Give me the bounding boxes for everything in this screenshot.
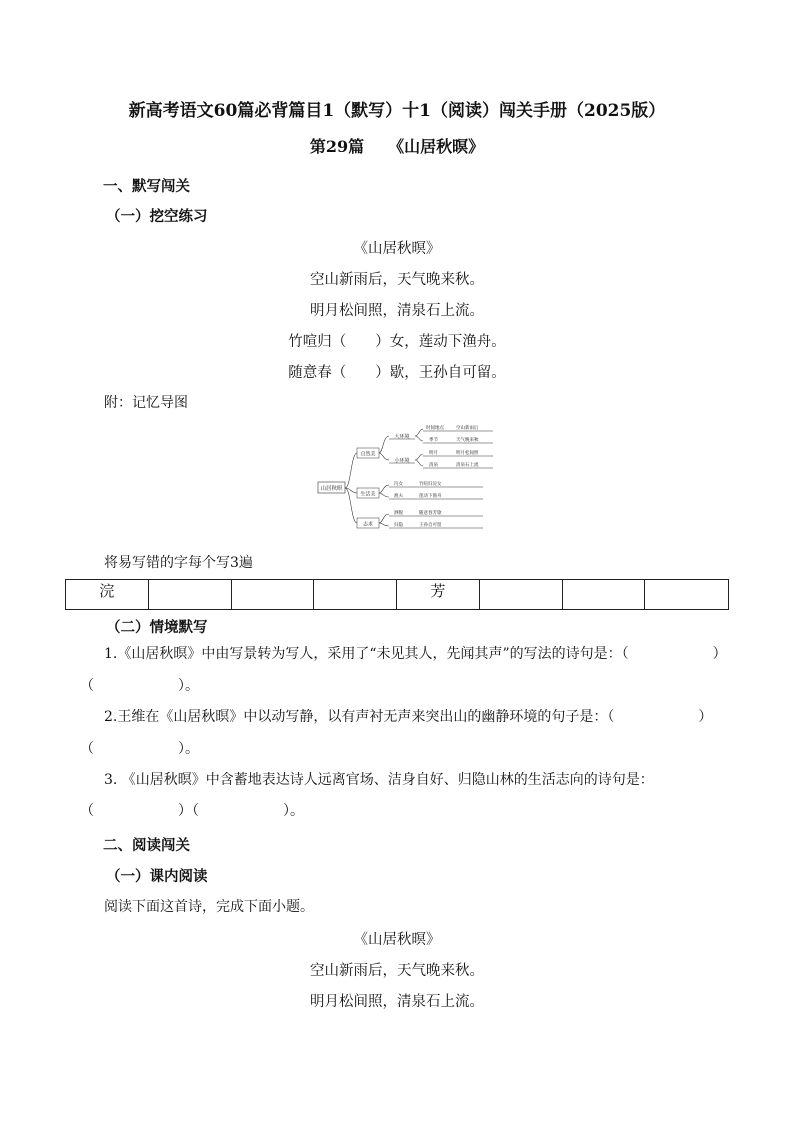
mindmap-item-value: 王孙自可留 [419, 523, 442, 528]
mindmap-item-value: 莲动下渔舟 [419, 494, 442, 499]
mindmap-item-value: 空山新雨后 [456, 426, 479, 431]
poem-line: 空山新雨后，天气晚来秋。 [310, 963, 484, 979]
mindmap-branch: 生活美 [360, 491, 376, 498]
mindmap-branch: 自然美 [360, 451, 376, 458]
poem-title: 《山居秋暝》 [353, 932, 441, 948]
mindmap-sub: 小环境 [394, 458, 410, 464]
mindmap-item-key: 浣女 [394, 482, 403, 487]
question-1-blank: （ ）。 [80, 678, 199, 694]
practice-cell[interactable] [480, 580, 563, 609]
practice-cell[interactable] [314, 580, 397, 609]
practice-cell[interactable] [232, 580, 315, 609]
poem-title: 《山居秋暝》 [353, 241, 441, 257]
mindmap-item-key: 清泉 [429, 463, 438, 468]
subsection-heading-context: （二）情境默写 [106, 619, 208, 636]
mindmap-item-key: 时间地点 [426, 426, 444, 431]
practice-cell[interactable] [149, 580, 232, 609]
mindmap-root: 山居秋暝 [320, 486, 343, 492]
subsection-heading-in-class-reading: （一）课内阅读 [106, 868, 208, 885]
mindmap-item-key: 归隐 [394, 523, 403, 528]
mindmap-item-value: 竹喧归浣女 [419, 482, 442, 487]
poem-line-blank: 竹喧归（ ）女，莲动下渔舟。 [288, 334, 506, 350]
practice-cell[interactable] [645, 580, 728, 609]
question-3: 3. 《山居秋暝》中含蓄地表达诗人远离官场、洁身自好、归隐山林的生活志向的诗句是： [104, 772, 654, 788]
document-title: 新高考语文60篇必背篇目1（默写）十1（阅读）闯关手册（2025版） [128, 101, 666, 121]
poem-line-blank: 随意春（ ）歇，王孙自可留。 [288, 365, 506, 381]
poem-line: 明月松间照，清泉石上流。 [310, 303, 484, 319]
mindmap-item-key: 渔夫 [394, 494, 403, 499]
reading-instruction: 阅读下面这首诗，完成下面小题。 [104, 899, 314, 915]
poem-line: 空山新雨后，天气晚来秋。 [310, 272, 484, 288]
mindmap-item-key: 季节 [429, 438, 438, 443]
question-1: 1.《山居秋暝》中由写景转为写人，采用了“未见其人，先闻其声”的写法的诗句是：（ ） [104, 646, 727, 662]
mindmap-branch: 志求 [362, 521, 374, 528]
poem-line: 明月松间照，清泉石上流。 [310, 994, 484, 1010]
section-heading-reading: 二、阅读闯关 [103, 837, 190, 854]
mindmap-item-value: 随意春芳歇 [419, 511, 442, 516]
mindmap-item-value: 天气晚来秋 [456, 438, 479, 443]
subsection-heading-fill-blank: （一）挖空练习 [106, 208, 208, 225]
memory-mind-map [315, 416, 510, 538]
mindmap-sub: 大环境 [394, 434, 410, 440]
mindmap-item-key: 明月 [429, 451, 438, 456]
mindmap-item-key: 洒脱 [394, 511, 403, 516]
mindmap-item-value: 清泉石上流 [456, 463, 479, 468]
section-heading-dictation: 一、默写闯关 [103, 178, 190, 195]
appendix-label: 附：记忆导图 [104, 395, 188, 411]
practice-label: 将易写错的字每个写3遍 [104, 555, 253, 571]
practice-cell[interactable]: 芳 [397, 580, 480, 609]
practice-cell[interactable]: 浣 [66, 580, 149, 609]
question-3-blank: （ ）（ ）。 [80, 803, 304, 819]
writing-practice-grid [65, 579, 729, 610]
practice-cell[interactable] [563, 580, 646, 609]
mindmap-item-value: 明月松间照 [456, 451, 479, 456]
chapter-subtitle: 第29篇 《山居秋暝》 [309, 137, 485, 156]
question-2: 2.王维在《山居秋暝》中以动写静，以有声衬无声来突出山的幽静环境的句子是：（ ） [104, 709, 713, 725]
question-2-blank: （ ）。 [80, 741, 199, 757]
